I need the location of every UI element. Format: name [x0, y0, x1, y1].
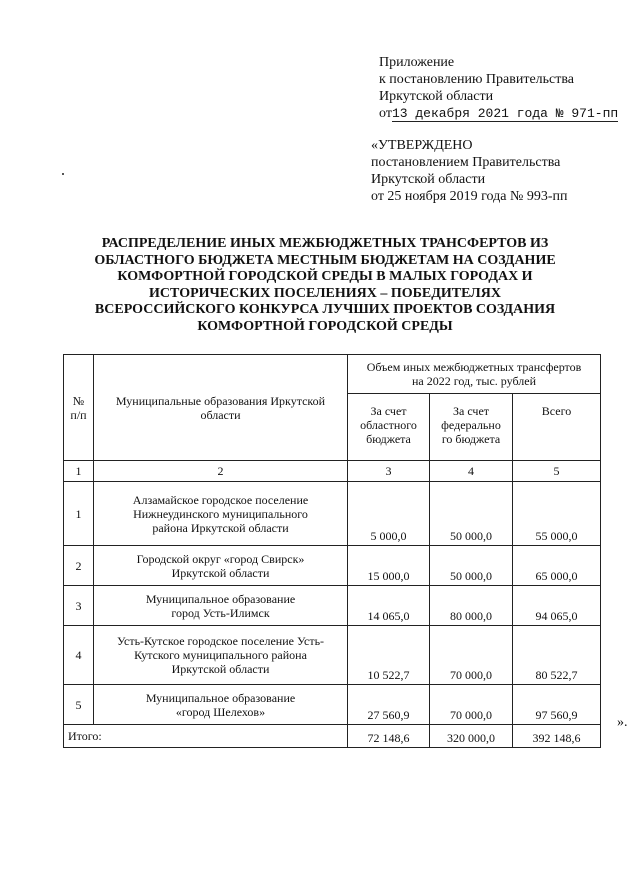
title-line: ВСЕРОССИЙСКОГО КОНКУРСА ЛУЧШИХ ПРОЕКТОВ СОЗДАНИЯ [94, 302, 556, 318]
row-federal-value: 50 000,0 [430, 482, 513, 546]
row-municipality [94, 586, 348, 626]
appendix-date-prefix: от [379, 106, 392, 121]
header-num-line: п/п [70, 407, 87, 422]
header-municipality-line: области [200, 407, 241, 422]
municipality-line: «город Шелехов» [175, 704, 266, 719]
scan-speck [62, 173, 64, 175]
row-federal-value: 70 000,0 [430, 685, 513, 725]
row-total-value: 97 560,9 [513, 685, 601, 725]
municipality-line: Иркутской области [171, 662, 270, 676]
municipality-line: Муниципальное образование [145, 690, 296, 705]
row-municipality [94, 685, 348, 725]
header-volume-line: на 2022 год, тыс. рублей [412, 374, 536, 388]
approved-line-3: Иркутской области [371, 172, 486, 187]
title-line: КОМФОРТНОЙ ГОРОДСКОЙ СРЕДЫ [197, 318, 453, 334]
row-num: 4 [64, 626, 94, 685]
row-federal-value: 50 000,0 [430, 546, 513, 586]
municipality-line: района Иркутской области [152, 520, 289, 535]
header-num-line: № [72, 393, 85, 408]
row-regional-value: 14 065,0 [348, 586, 430, 626]
header-federal-line: го бюджета [441, 432, 501, 446]
row-regional-value: 27 560,9 [348, 685, 430, 725]
column-index-row [64, 461, 601, 482]
row-municipality [94, 626, 348, 685]
appendix-line-4 [379, 105, 618, 122]
row-regional-value: 15 000,0 [348, 546, 430, 586]
header-municipality [94, 355, 348, 461]
header-total: Всего [513, 394, 601, 461]
column-index: 2 [94, 461, 348, 482]
row-total-value: 80 522,7 [513, 626, 601, 685]
column-index: 3 [348, 461, 430, 482]
column-index: 1 [64, 461, 94, 482]
title-line: ИСТОРИЧЕСКИХ ПОСЕЛЕНИЯХ – ПОБЕДИТЕЛЯХ [149, 285, 501, 301]
municipality-line: Кутского муниципального района [134, 648, 307, 662]
municipality-line: город Усть-Илимск [171, 605, 270, 620]
totals-row [64, 725, 601, 748]
row-num: 5 [64, 685, 94, 725]
table-row [64, 586, 601, 626]
municipality-line: Алзамайское городское поселение [132, 492, 309, 507]
header-regional-line: За счет [370, 404, 407, 418]
table-row [64, 546, 601, 586]
appendix-line-3: Иркутской области [379, 89, 494, 104]
table-row [64, 482, 601, 546]
row-num: 1 [64, 482, 94, 546]
row-total-value: 65 000,0 [513, 546, 601, 586]
row-regional-value: 10 522,7 [348, 626, 430, 685]
decree-date-stamp: 13 декабря 2021 года № 971-пп [391, 106, 619, 121]
table-row [64, 685, 601, 725]
totals-regional-value: 72 148,6 [348, 725, 430, 748]
header-volume [348, 355, 601, 394]
totals-total-value: 392 148,6 [513, 725, 601, 748]
distribution-table [63, 354, 601, 748]
municipality-line: Нижнеудинского муниципального [133, 506, 308, 521]
title-line: ОБЛАСТНОГО БЮДЖЕТА МЕСТНЫМ БЮДЖЕТАМ НА СОЗДАНИЕ [94, 252, 556, 268]
row-federal-value: 80 000,0 [430, 586, 513, 626]
row-num: 2 [64, 546, 94, 586]
approved-line-1: «УТВЕРЖДЕНО [371, 138, 473, 153]
row-regional-value: 5 000,0 [348, 482, 430, 546]
row-total-value: 94 065,0 [513, 586, 601, 626]
approved-block [371, 137, 568, 205]
header-regional-line: областного [360, 418, 417, 432]
column-index: 4 [430, 461, 513, 482]
title-line: РАСПРЕДЕЛЕНИЕ ИНЫХ МЕЖБЮДЖЕТНЫХ ТРАНСФЕРТОВ ИЗ [101, 236, 549, 251]
header-regional-line: бюджета [366, 432, 411, 446]
totals-label: Итого: [64, 725, 348, 748]
approved-line-2: постановлением Правительства [371, 155, 561, 170]
row-municipality [94, 546, 348, 586]
table-row [64, 626, 601, 685]
closing-quote: ». [617, 715, 628, 730]
header-municipality-line: Муниципальные образования Иркутской [115, 393, 326, 408]
header-volume-line: Объем иных межбюджетных трансфертов [366, 360, 582, 374]
row-federal-value: 70 000,0 [430, 626, 513, 685]
municipality-line: Муниципальное образование [145, 591, 296, 606]
document-title [70, 236, 580, 336]
header-federal [430, 394, 513, 461]
municipality-line: Усть-Кутское городское поселение Усть- [116, 634, 325, 648]
header-num [64, 355, 94, 461]
title-line: КОМФОРТНОЙ ГОРОДСКОЙ СРЕДЫ В МАЛЫХ ГОРОДАХ И [117, 269, 533, 285]
row-num: 3 [64, 586, 94, 626]
header-regional [348, 394, 430, 461]
approved-line-4: от 25 ноября 2019 года № 993-пп [371, 189, 568, 204]
totals-federal-value: 320 000,0 [430, 725, 513, 748]
municipality-line: Городской округ «город Свирск» [136, 551, 305, 566]
header-federal-line: федерально [441, 418, 501, 432]
municipality-line: Иркутской области [171, 565, 270, 580]
appendix-line-2: к постановлению Правительства [379, 72, 575, 87]
column-index: 5 [513, 461, 601, 482]
row-total-value: 55 000,0 [513, 482, 601, 546]
header-row [64, 355, 601, 394]
header-federal-line: За счет [452, 404, 490, 418]
appendix-line-1: Приложение [379, 55, 455, 70]
appendix-block [379, 54, 618, 122]
row-municipality [94, 482, 348, 546]
